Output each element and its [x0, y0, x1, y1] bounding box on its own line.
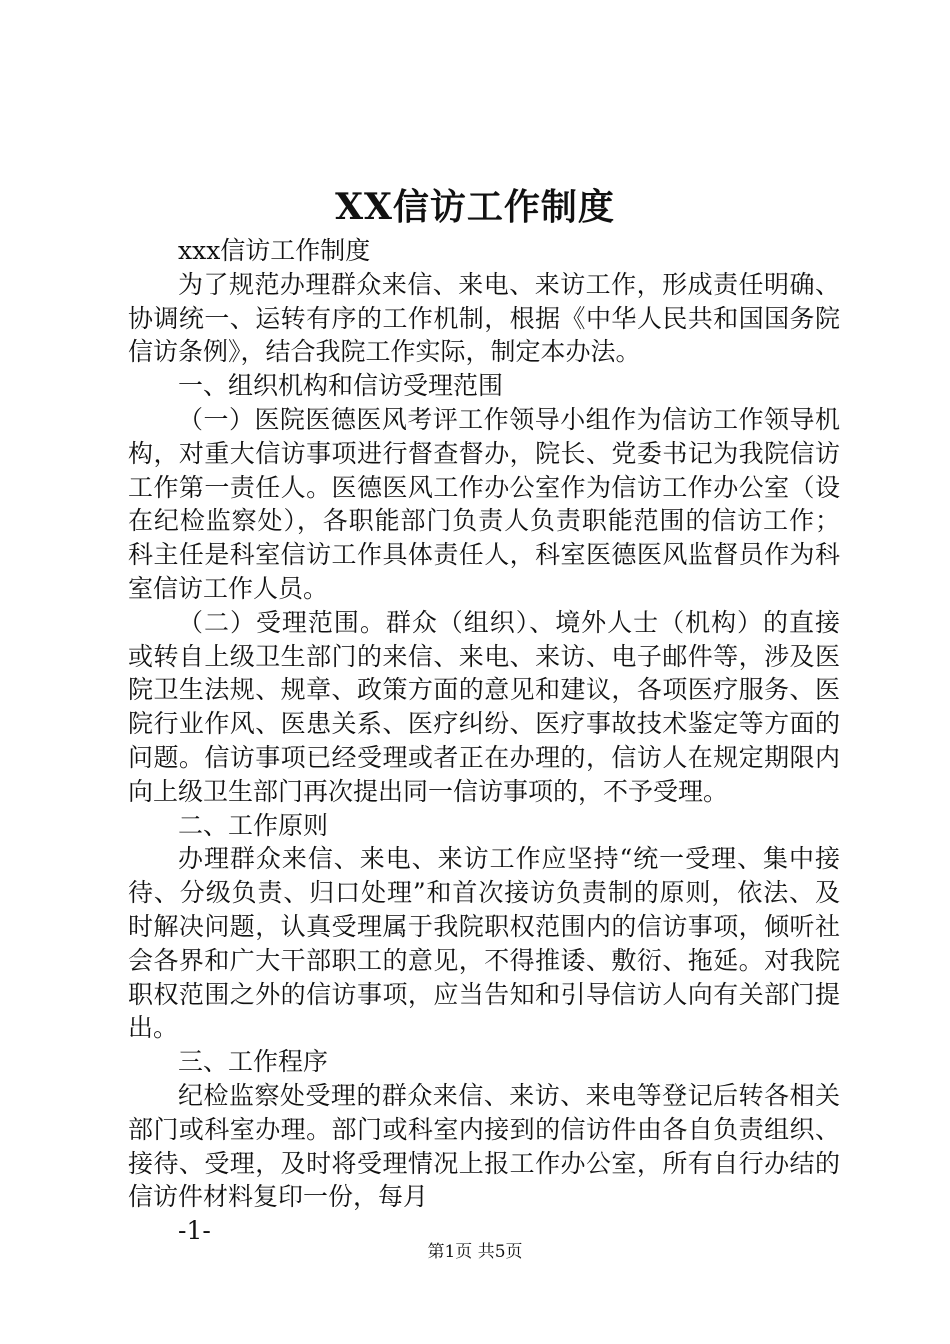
inline-page-number: -1-	[178, 1216, 211, 1246]
paragraph-intro: 为了规范办理群众来信、来电、来访工作，形成责任明确、协调统一、运转有序的工作机制，根据《中华人民共和国国务院信访条例》，结合我院工作实际，制定本办法。	[128, 269, 840, 367]
section-heading-3: 三、工作程序	[178, 1047, 329, 1077]
paragraph-organization: （一）医院医德医风考评工作领导小组作为信访工作领导机构，对重大信访事项进行督查督办，院长、党委书记为我院信访工作第一责任人。医德医风工作办公室作为信访工作办公室（设在纪检监察处），各职能部门负责人负责职能范围的信访工作；科主任是科室信访工作具体责任人，科室医德医风监督员作为科室信访工作人员。	[128, 404, 840, 603]
document-body	[128, 234, 840, 1248]
document-title: XX信访工作制度	[335, 186, 615, 228]
page-footer: 第1页 共5页	[427, 1242, 523, 1262]
paragraph-scope: （二）受理范围。群众（组织）、境外人士（机构）的直接或转自上级卫生部门的来信、来电、来访、电子邮件等，涉及医院卫生法规、规章、政策方面的意见和建议，各项医疗服务、医院行业作风、医患关系、医疗纠纷、医疗事故技术鉴定等方面的问题。信访事项已经受理或者正在办理的，信访人在规定期限内向上级卫生部门再次提出同一信访事项的，不予受理。	[128, 607, 840, 806]
paragraph-principles: 办理群众来信、来电、来访工作应坚持“统一受理、集中接待、分级负责、归口处理”和首次接访负责制的原则，依法、及时解决问题，认真受理属于我院职权范围内的信访事项，倾听社会各界和广大干部职工的意见，不得推诿、敷衍、拖延。对我院职权范围之外的信访事项，应当告知和引导信访人向有关部门提出。	[128, 844, 840, 1043]
paragraph-procedure: 纪检监察处受理的群众来信、来访、来电等登记后转各相关部门或科室办理。部门或科室内接到的信访件由各自负责组织、接待、受理，及时将受理情况上报工作办公室，所有自行办结的信访件材料复印一份，每月	[128, 1080, 840, 1212]
paragraph-subtitle: xxx信访工作制度	[178, 236, 371, 265]
section-heading-1: 一、组织机构和信访受理范围	[178, 371, 504, 401]
section-heading-2: 二、工作原则	[178, 810, 329, 840]
